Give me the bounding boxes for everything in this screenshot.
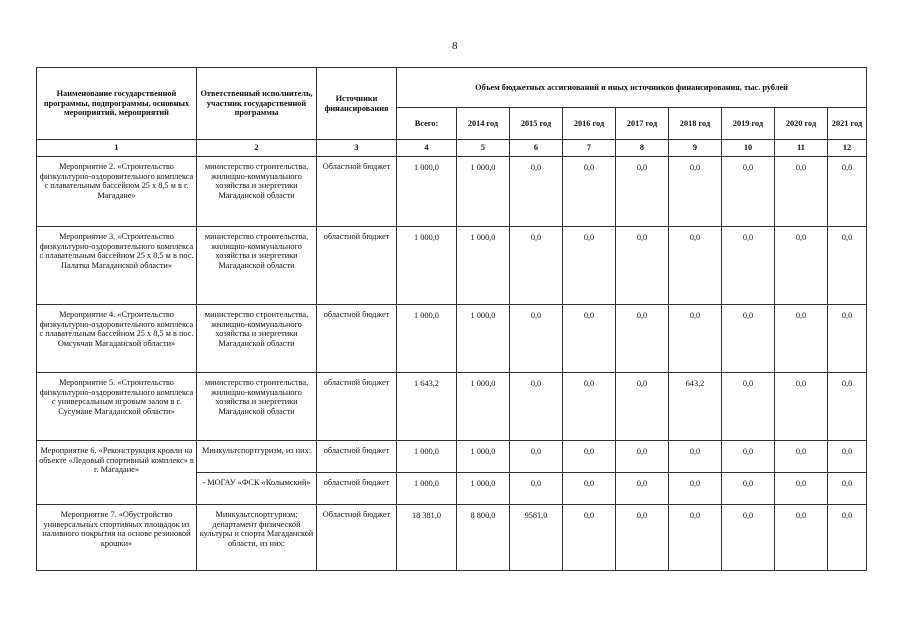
column-number: 9 [669,140,722,157]
cell-value: 0,0 [669,440,722,472]
cell-total: 1 000,0 [397,440,457,472]
row-source: областной бюджет [317,226,397,304]
cell-value: 0,0 [563,226,616,304]
table-row [37,226,867,304]
cell-value: 0,0 [775,504,828,570]
cell-value: 0,0 [563,372,616,440]
row-executor: Минкультспортгуризм; департамент физической культуры и спорта Магаданской области, из них: [197,504,317,570]
cell-value: 0,0 [563,304,616,372]
row-source: Областной бюджет [317,504,397,570]
page-number: 8 [452,40,458,52]
cell-value: 0,0 [775,156,828,226]
column-number: 3 [317,140,397,157]
column-number: 1 [37,140,197,157]
cell-value: 1 000,0 [457,372,510,440]
column-number: 4 [397,140,457,157]
cell-value: 0,0 [828,226,867,304]
cell-value: 0,0 [616,472,669,504]
column-number: 6 [510,140,563,157]
cell-value: 0,0 [510,226,563,304]
header-program-name: Наименование государственной программы, подпрограммы, основных мероприятий, мероприятий [37,68,197,140]
row-executor: министерство строительства, жилищно-коммунального хозяйства и энергетики Магаданской области [197,304,317,372]
cell-value: 0,0 [669,226,722,304]
cell-value: 0,0 [828,156,867,226]
cell-value: 0,0 [775,440,828,472]
cell-value: 9581,0 [510,504,563,570]
row-name: Мероприятие 4. «Строительство физкультурно-оздоровительного комплекса с плавательным бассейном 25 х 8,5 м в пос. Омсукчан Магаданской области» [37,304,197,372]
cell-value: 0,0 [616,156,669,226]
cell-value: 0,0 [616,226,669,304]
row-source: областной бюджет [317,440,397,472]
cell-value: 0,0 [722,226,775,304]
table-row [37,372,867,440]
header-executor: Ответственный исполнитель, участник государственной программы [197,68,317,140]
table-row [37,156,867,226]
header-funding-volume: Объем бюджетных ассигнований и иных источников финансирования, тыс. рублей [397,68,867,108]
row-name: Мероприятие 3. «Строительство физкультурно-оздоровительного комплекса с плавательным бассейном 25 х 8,5 м в пос. Палатка Магаданской области» [37,226,197,304]
cell-value: 0,0 [510,156,563,226]
row-name: Мероприятие 6. «Реконструкция кровли на объекте «Ледовый спортивный комплекс» в г. Магадане» [37,440,197,504]
cell-value: 0,0 [722,304,775,372]
cell-value: 0,0 [563,156,616,226]
cell-value: 0,0 [510,372,563,440]
cell-total: 1 643,2 [397,372,457,440]
header-year: 2018 год [669,108,722,140]
cell-value: 0,0 [563,504,616,570]
cell-value: 8 800,0 [457,504,510,570]
row-name: Мероприятие 7. «Обустройство универсальных спортивных площадок из наливного покрытия на основе резиновой крошки» [37,504,197,570]
cell-value: 1 000,0 [457,156,510,226]
subrow-source: областной бюджет [317,472,397,504]
row-executor: министерство строительства, жилищно-коммунального хозяйства и энергетики Магаданской области [197,226,317,304]
table-row [37,504,867,570]
header-year: 2014 год [457,108,510,140]
cell-value: 0,0 [722,472,775,504]
header-total: Всего: [397,108,457,140]
cell-value: 1 000,0 [457,226,510,304]
row-name: Мероприятие 2. «Строительство физкультурно-оздоровительного комплекса с плавательным бассейном 25 х 8,5 м в г. Магадане» [37,156,197,226]
header-year: 2021 год [828,108,867,140]
cell-value: 0,0 [669,472,722,504]
cell-total: 1 000,0 [397,304,457,372]
cell-value: 1 000,0 [457,472,510,504]
row-executor: министерство строительства, жилищно-коммунального хозяйства и энергетики Магаданской области [197,156,317,226]
column-number: 5 [457,140,510,157]
budget-table-sheet [36,67,866,571]
cell-value: 643,2 [669,372,722,440]
cell-value: 0,0 [828,304,867,372]
cell-value: 0,0 [616,304,669,372]
cell-value: 0,0 [722,156,775,226]
row-source: Областной бюджет [317,156,397,226]
column-number: 12 [828,140,867,157]
column-number: 8 [616,140,669,157]
cell-total: 18 381,0 [397,504,457,570]
cell-value: 0,0 [563,440,616,472]
cell-value: 0,0 [828,372,867,440]
header-year: 2016 год [563,108,616,140]
cell-value: 0,0 [510,472,563,504]
cell-value: 0,0 [722,504,775,570]
cell-value: 1 000,0 [457,304,510,372]
cell-value: 0,0 [616,504,669,570]
column-number: 10 [722,140,775,157]
cell-value: 0,0 [510,304,563,372]
column-number: 11 [775,140,828,157]
cell-total: 1 000,0 [397,472,457,504]
cell-value: 0,0 [510,440,563,472]
column-number: 7 [563,140,616,157]
cell-value: 1 000,0 [457,440,510,472]
header-year: 2020 год [775,108,828,140]
cell-value: 0,0 [775,472,828,504]
table-row [37,440,867,472]
cell-value: 0,0 [828,504,867,570]
table-row [37,304,867,372]
column-number: 2 [197,140,317,157]
row-executor: Минкультспортгуризм, из них: [197,440,317,472]
header-funding-source: Источники финансирования [317,68,397,140]
header-year: 2017 год [616,108,669,140]
cell-value: 0,0 [669,304,722,372]
cell-value: 0,0 [616,440,669,472]
row-executor: министерство строительства, жилищно-коммунального хозяйства и энергетики Магаданской области [197,372,317,440]
cell-value: 0,0 [563,472,616,504]
row-source: областной бюджет [317,304,397,372]
row-source: областной бюджет [317,372,397,440]
header-year: 2015 год [510,108,563,140]
cell-value: 0,0 [775,226,828,304]
cell-value: 0,0 [775,304,828,372]
cell-value: 0,0 [722,440,775,472]
cell-value: 0,0 [775,372,828,440]
cell-value: 0,0 [722,372,775,440]
cell-total: 1 000,0 [397,226,457,304]
cell-value: 0,0 [828,440,867,472]
cell-total: 1 000,0 [397,156,457,226]
cell-value: 0,0 [669,504,722,570]
cell-value: 0,0 [669,156,722,226]
header-year: 2019 год [722,108,775,140]
row-name: Мероприятие 5. «Строительство физкультурно-оздоровительного комплекса с универсальным игровым залом в г. Сусумане Магаданской области» [37,372,197,440]
budget-table [36,67,867,571]
subrow-executor: - МОГАУ «ФСК «Колымский» [197,472,317,504]
cell-value: 0,0 [828,472,867,504]
cell-value: 0,0 [616,372,669,440]
